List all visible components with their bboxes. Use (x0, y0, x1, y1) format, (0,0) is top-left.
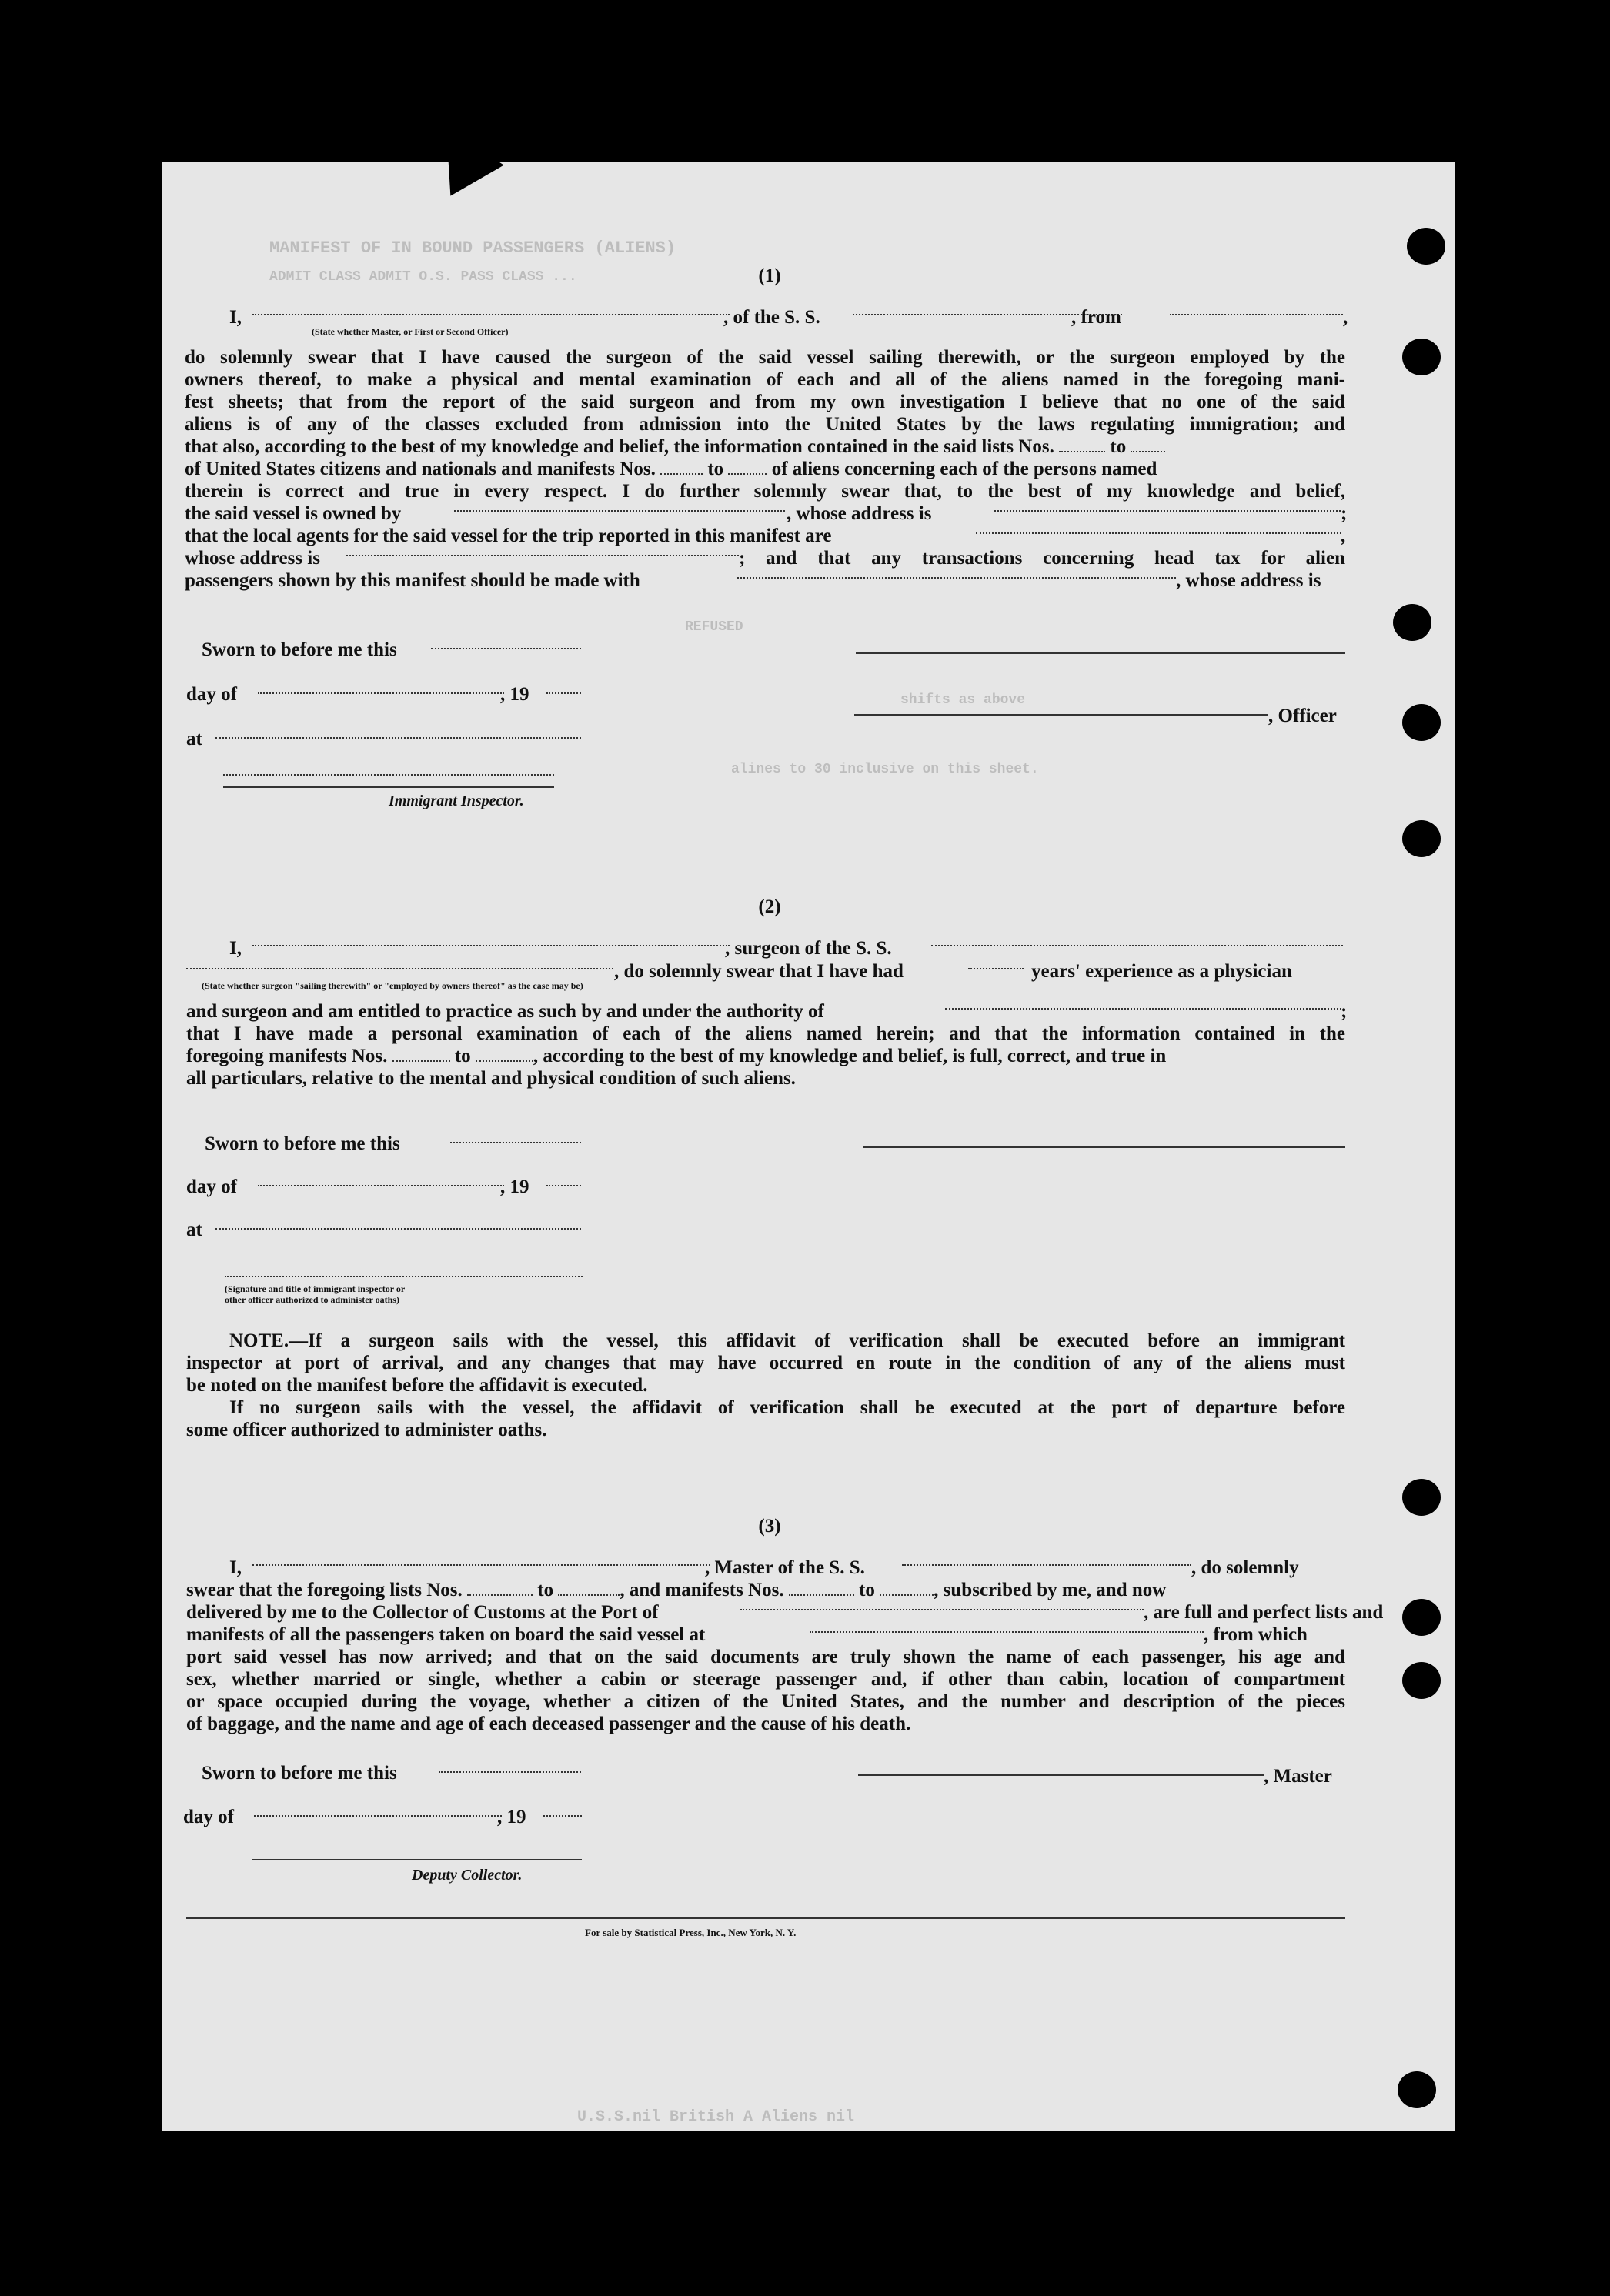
s1-line5: that also, according to the best of my knowledge and belief, the information contained in the said lists Nos. to (185, 436, 1345, 458)
s1-dayof: day of (186, 684, 237, 705)
s1-sworn: Sworn to before me this (202, 639, 397, 660)
section-3-heading: (3) (758, 1516, 781, 1537)
bleed-through-text: U.S.S.nil British A Aliens nil (577, 2108, 855, 2126)
s3-line3-b: , are full and perfect lists and (1144, 1602, 1384, 1623)
s1-line6: of United States citizens and nationals and manifests Nos. to of aliens concerning each of the persons named (185, 459, 1157, 479)
s2-at: at (186, 1220, 202, 1240)
s2-line2-a: , do solemnly swear that I have had (614, 961, 904, 982)
s1-line10-a: whose address is (185, 548, 320, 569)
punch-hole (1402, 704, 1441, 741)
s3-line1-b: , Master of the S. S. (705, 1557, 865, 1578)
s1-inspector: Immigrant Inspector. (389, 793, 524, 809)
s2-line6: all particulars, relative to the mental and physical condition of such aliens. (186, 1068, 796, 1089)
bleed-through-text: alines to 30 inclusive on this sheet. (731, 762, 1039, 777)
s1-line1-comma: , (1343, 307, 1348, 328)
punch-hole (1407, 228, 1445, 265)
s1-line8-b: , whose address is (787, 503, 932, 524)
s2-surgeon-note: (State whether surgeon "sailing therewith" or "employed by owners thereof" as the case may be) (202, 980, 583, 991)
s1-line1-i: I, (229, 307, 242, 328)
punch-hole (1393, 604, 1431, 641)
s1-line9-comma: , (1341, 526, 1346, 546)
s2-note-2a: If no surgeon sails with the vessel, the affidavit of verification shall be executed at the port of departure before (229, 1397, 1345, 1418)
footer-rule (186, 1917, 1345, 1919)
s1-line9: that the local agents for the said vessel for the trip reported in this manifest are (185, 526, 832, 546)
s2-line3-b: ; (1341, 1001, 1348, 1022)
s2-year: , 19 (500, 1176, 529, 1197)
s2-line3-a: and surgeon and am entitled to practice as such by and under the authority of (186, 1001, 824, 1022)
s1-line11-b: , whose address is (1176, 570, 1321, 591)
s1-year: , 19 (500, 684, 529, 705)
s3-line4-b: , from which (1204, 1624, 1308, 1645)
punch-hole (1402, 1662, 1441, 1699)
s2-line5: foregoing manifests Nos. to , according to the best of my knowledge and belief, is full, correct, and true in (186, 1046, 1167, 1066)
bleed-through-text: REFUSED (685, 619, 743, 635)
s3-line8: of baggage, and the name and age of each deceased passenger and the cause of his death. (186, 1714, 911, 1734)
punch-hole (1402, 339, 1441, 375)
s1-line8-c: ; (1341, 503, 1348, 524)
s3-line2: swear that the foregoing lists Nos. to , and manifests Nos. to , subscribed by me, and now (186, 1580, 1167, 1600)
s2-line4: that I have made a personal examination of each of the aliens named herein; and that the information contained in the (186, 1023, 1345, 1044)
s1-line10-b: ; and that any transactions concerning head tax for alien (739, 548, 1345, 569)
s2-note-1b: inspector at port of arrival, and any changes that may have occurred en route in the condition of any of the aliens must (186, 1353, 1345, 1373)
s3-dayof: day of (183, 1807, 234, 1827)
section-2-heading: (2) (758, 896, 781, 917)
s1-line1-ship: , of the S. S. (723, 307, 820, 328)
s2-sig-note1: (Signature and title of immigrant inspector or (225, 1283, 406, 1294)
s3-line1-c: , do solemnly (1191, 1557, 1299, 1578)
s1-at: at (186, 729, 202, 749)
s2-dayof: day of (186, 1176, 237, 1197)
s2-line1-a: I, (229, 938, 242, 959)
s1-line11-a: passengers shown by this manifest should be made with (185, 570, 640, 591)
punch-hole (1402, 1479, 1441, 1516)
s3-collector: Deputy Collector. (412, 1867, 523, 1884)
form-page (162, 162, 1455, 2131)
s2-note-2b: some officer authorized to administer oaths. (186, 1420, 547, 1440)
s1-officer-note: (State whether Master, or First or Second Officer) (312, 326, 509, 337)
section-1-heading: (1) (758, 265, 781, 286)
s1-line8-a: the said vessel is owned by (185, 503, 402, 524)
s1-line1-from: , from (1071, 307, 1121, 328)
bleed-through-text: shifts as above (900, 692, 1026, 708)
bleed-through-text: ADMIT CLASS ADMIT O.S. PASS CLASS ... (269, 269, 577, 285)
s2-sig-note2: other officer authorized to administer oaths) (225, 1294, 399, 1305)
s2-note-1a: NOTE.—If a surgeon sails with the vessel, this affidavit of verification shall be executed before an immigrant (229, 1330, 1345, 1351)
s2-line1-b: , surgeon of the S. S. (725, 938, 892, 959)
punch-hole (1398, 2071, 1436, 2108)
s3-sworn: Sworn to before me this (202, 1763, 397, 1784)
footer-imprint: For sale by Statistical Press, Inc., New York, N. Y. (585, 1927, 797, 1938)
punch-hole (1402, 820, 1441, 857)
s3-year: , 19 (497, 1807, 526, 1827)
s2-line2-b: years' experience as a physician (1031, 961, 1292, 982)
s1-text: do solemnly swear that I have caused the surgeon of the said vessel sailing therewith, or the surgeon employed by the owners thereof, to make a physical and mental examination of each and all of the aliens named in the foregoing mani- fest sheets; that from the report of the said surgeon and from my own investigation I believe that no one of the said aliens is of any of the classes excluded from admission into the United States by the laws regulating immigration; and (185, 347, 1345, 435)
s2-note-1c: be noted on the manifest before the affidavit is executed. (186, 1375, 648, 1396)
s3-line1-a: I, (229, 1557, 242, 1578)
punch-hole (1402, 1599, 1441, 1636)
bleed-through-text: MANIFEST OF IN BOUND PASSENGERS (ALIENS) (269, 239, 676, 258)
s3-line4-a: manifests of all the passengers taken on board the said vessel at (186, 1624, 706, 1645)
s1-officer: , Officer (1268, 706, 1337, 726)
s3-master: , Master (1264, 1766, 1332, 1787)
s1-line7: therein is correct and true in every respect. I do further solemnly swear that, to the best of my knowledge and belief, (185, 481, 1345, 502)
s3-text: port said vessel has now arrived; and that on the said documents are truly shown the name of each passenger, his age and sex, whether married or single, whether a cabin or steerage passenger and, if other than cabin, location of compartment or space occupied during the voyage, whether a citizen of the United States, and the number and description of the pieces (186, 1647, 1345, 1712)
s3-line3-a: delivered by me to the Collector of Customs at the Port of (186, 1602, 659, 1623)
s2-sworn: Sworn to before me this (205, 1133, 400, 1154)
